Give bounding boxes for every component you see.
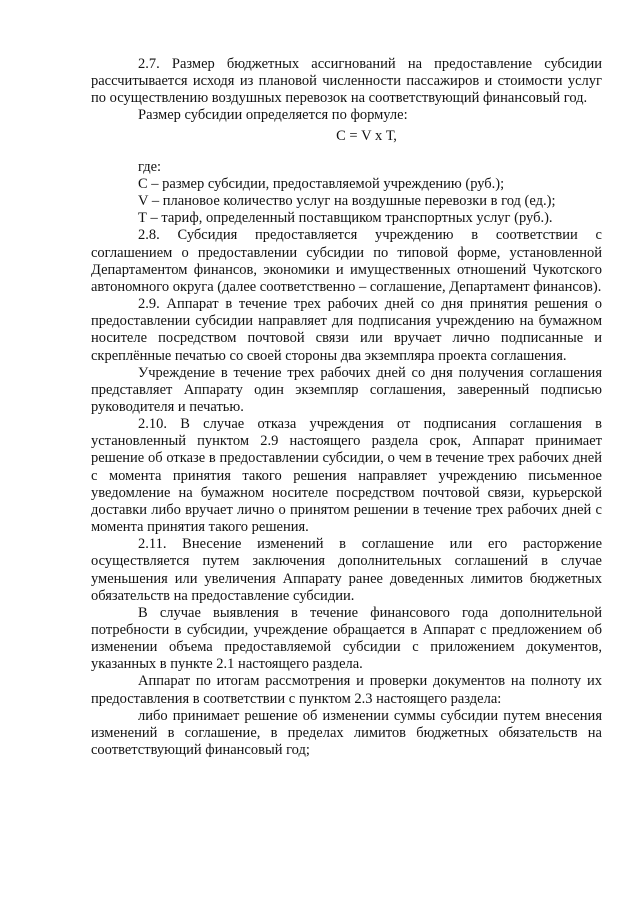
formula-intro: Размер субсидии определяется по формуле: [138, 107, 408, 124]
definition-v: V – плановое количество услуг на воздушные перевозки в год (ед.); [138, 193, 556, 210]
where-label: где: [138, 158, 162, 175]
paragraph-2-7: 2.7. Размер бюджетных ассигнований на предоставление субсидии рассчитывается исходя из плановой численности пассажиров и стоимости услуг по осуществлению воздушных перевозок на соответствующий финансовый год. [91, 56, 602, 107]
paragraph-2-8: 2.8. Субсидия предоставляется учреждению в соответствии с соглашением о предоставлении субсидии по типовой форме, установленной Департаментом финансов, экономики и имущественных отношений Чукотского автономного округа (далее соответственно – соглашение, Департамент финансов). [91, 227, 602, 295]
paragraph-2-11-review: Аппарат по итогам рассмотрения и проверки документов на полноту их предоставления в соответствии с пунктом 2.3 настоящего раздела: [91, 673, 602, 707]
formula: С = V х Т, [336, 127, 397, 144]
paragraph-2-11-additional-need: В случае выявления в течение финансового года дополнительной потребности в субсидии, учреждение обращается в Аппарат с предложением об изменении объема предоставляемой субсидии с приложением документов, указанных в пункте 2.1 настоящего раздела. [91, 604, 602, 673]
paragraph-2-9-continued: Учреждение в течение трех рабочих дней со дня получения соглашения представляет Аппарату один экземпляр соглашения, заверенный подписью руководителя и печатью. [91, 364, 602, 415]
paragraph-2-11-decision: либо принимает решение об изменении суммы субсидии путем внесения изменений в соглашение, в пределах лимитов бюджетных обязательств на соответствующий финансовый год; [91, 707, 602, 759]
paragraph-2-10: 2.10. В случае отказа учреждения от подписания соглашения в установленный пунктом 2.9 настоящего раздела срок, Аппарат принимает решение об отказе в предоставлении субсидии, о чем в течение трех рабочих дней с момента принятия такого решения направляет учреждению письменное уведомление на бумажном носителе посредством почтовой связи, курьерской доставки либо вручает лично о принятом решении в течение трех рабочих дней с момента принятия такого решения. [91, 416, 602, 536]
paragraph-2-9: 2.9. Аппарат в течение трех рабочих дней со дня принятия решения о предоставлении субсидии направляет для подписания учреждению на бумажном носителе посредством почтовой связи или вручает лично подписанные и скреплённые печатью со своей стороны два экземпляра проекта соглашения. [91, 296, 602, 364]
definition-c: С – размер субсидии, предоставляемой учреждению (руб.); [138, 175, 505, 192]
paragraph-2-11: 2.11. Внесение изменений в соглашение или его расторжение осуществляется путем заключения дополнительных соглашений в случае уменьшения или увеличения Аппарату ранее доведенных лимитов бюджетных обязательств на предоставление субсидии. [91, 536, 602, 604]
definition-t: Т – тариф, определенный поставщиком транспортных услуг (руб.). [138, 210, 553, 227]
